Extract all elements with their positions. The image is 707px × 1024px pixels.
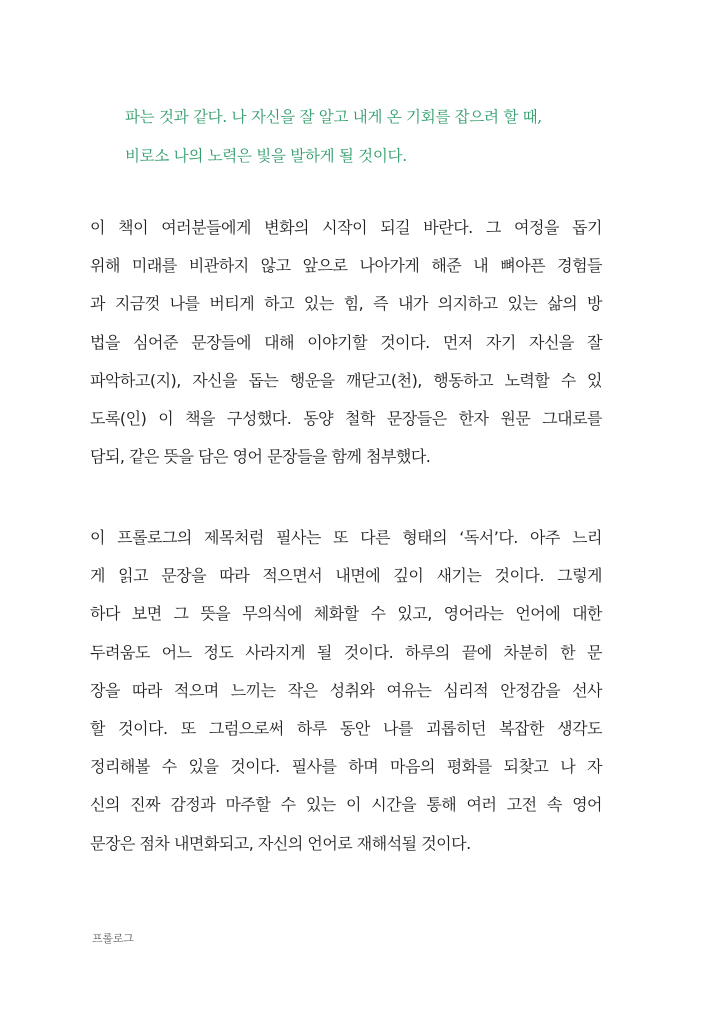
text-line: 할 것이다. 또 그럼으로써 하루 동안 나를 괴롭히던 복잡한 생각도 bbox=[90, 719, 602, 739]
text-line: 하다 보면 그 뜻을 무의식에 체화할 수 있고, 영어라는 언어에 대한 bbox=[90, 604, 602, 624]
text-line: 담되, 같은 뜻을 담은 영어 문장들을 함께 첨부했다. bbox=[90, 447, 431, 467]
body-paragraph-2 bbox=[90, 519, 602, 863]
text-line: 문장은 점차 내면화되고, 자신의 언어로 재해석될 것이다. bbox=[90, 833, 471, 853]
text-line: 법을 심어준 문장들에 대해 이야기할 것이다. 먼저 자기 자신을 잘 bbox=[90, 332, 602, 352]
text-line: 두려움도 어느 정도 사라지게 될 것이다. 하루의 끝에 차분히 한 문 bbox=[90, 642, 602, 662]
body-paragraph-1 bbox=[90, 209, 602, 476]
text-line: 이 책이 여러분들에게 변화의 시작이 되길 바란다. 그 여정을 돕기 bbox=[90, 218, 602, 237]
text-line: 도록(인) 이 책을 구성했다. 동양 철학 문장들은 한자 원문 그대로를 bbox=[90, 409, 602, 429]
text-line: 과 지금껏 나를 버티게 하고 있는 힘, 즉 내가 의지하고 있는 삶의 방 bbox=[90, 294, 602, 314]
text-line: 게 읽고 문장을 따라 적으면서 내면에 깊이 새기는 것이다. 그렇게 bbox=[90, 566, 602, 586]
text-line: 정리해볼 수 있을 것이다. 필사를 하며 마음의 평화를 되찾고 나 자 bbox=[90, 757, 602, 777]
text-line: 파악하고(지), 자신을 돕는 행운을 깨닫고(천), 행동하고 노력할 수 있 bbox=[90, 370, 602, 390]
text-line: 위해 미래를 비관하지 않고 앞으로 나아가게 해준 내 뼈아픈 경험들 bbox=[90, 256, 602, 276]
quote-line: 파는 것과 같다. 나 자신을 잘 알고 내게 온 기회를 잡으려 할 때, bbox=[125, 108, 542, 126]
running-footer: 프롤로그 bbox=[92, 932, 134, 945]
quote-line: 비로소 나의 노력은 빛을 발하게 될 것이다. bbox=[125, 146, 407, 165]
text-line: 이 프롤로그의 제목처럼 필사는 또 다른 형태의 ‘독서’다. 아주 느리 bbox=[90, 528, 602, 547]
quote-block bbox=[125, 98, 595, 175]
text-line: 장을 따라 적으며 느끼는 작은 성취와 여유는 심리적 안정감을 선사 bbox=[90, 680, 602, 700]
text-line: 신의 진짜 감정과 마주할 수 있는 이 시간을 통해 여러 고전 속 영어 bbox=[90, 795, 602, 815]
